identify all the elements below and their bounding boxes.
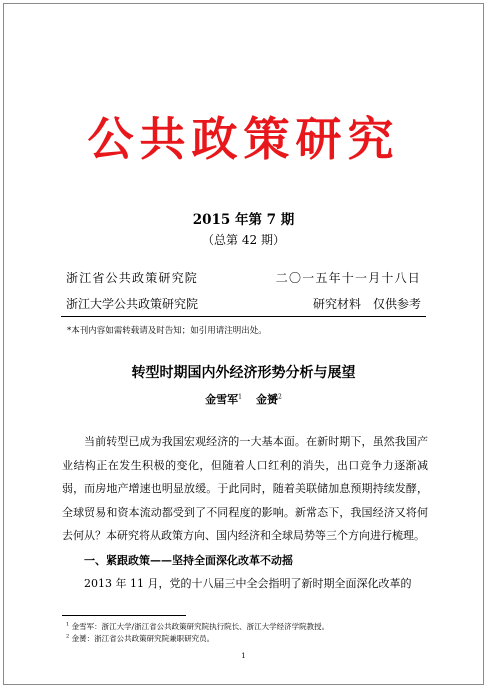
author-2: 金赟 xyxy=(256,393,278,406)
footnote-divider xyxy=(62,615,186,616)
footnote-1-text: 金雪军：浙江大学/浙江省公共政策研究院执行院长、浙江大学经济学院教授。 xyxy=(71,622,330,631)
publication-date: 二〇一五年十一月十八日 xyxy=(275,271,421,285)
body-paragraph-1: 当前转型已成为我国宏观经济的一大基本面。在新时期下，虽然我国产业结构正在发生积极的变化，但随着人口红利的消失，出口竞争力逐渐减弱，而房地产增速也明显放缓。于此同时，随着美联储加息预期持续发酵，全球贸易和资本流动都受到了不同程度的影响。新常态下，我国经济又将何去何从？本研究将从政策方向、国内经济和全球局势等三个方向进行梳理。 xyxy=(62,435,428,542)
page-number: 1 xyxy=(241,652,246,660)
issue-total: （总第 42 期） xyxy=(202,233,285,247)
section-heading-1: 一、紧跟政策——坚持全面深化改革不动摇 xyxy=(84,554,293,567)
material-label: 研究材料 xyxy=(312,297,361,311)
article-authors xyxy=(4,391,483,407)
footnote-2 xyxy=(66,633,214,644)
reprint-note: *本刊内容如需转载请及时告知；如引用请注明出处。 xyxy=(67,326,267,336)
publisher-name-2: 浙江大学公共政策研究院 xyxy=(66,297,199,311)
publisher-row-1 xyxy=(66,269,421,286)
header-divider xyxy=(61,316,426,317)
footnote-2-mark: 2 xyxy=(66,633,70,640)
material-labels xyxy=(313,295,421,312)
body-paragraph-2: 2013 年 11 月，党的十八届三中全会指明了新时期全面深化改革的 xyxy=(84,577,412,590)
publisher-name-1: 浙江省公共政策研究院 xyxy=(66,271,199,285)
author-1-footnote-mark: 1 xyxy=(238,393,242,401)
publisher-row-2 xyxy=(66,295,421,312)
author-2-footnote-mark: 2 xyxy=(278,393,282,401)
masthead-title: 公共政策研究 xyxy=(87,112,400,166)
footnote-1-mark: 1 xyxy=(66,621,70,628)
reference-label: 仅供参考 xyxy=(372,297,421,311)
document-page xyxy=(3,3,484,685)
footnote-1 xyxy=(66,621,329,632)
issue-number: 2015 年第 7 期 xyxy=(192,212,295,228)
author-1: 金雪军 xyxy=(205,393,239,406)
footnote-2-text: 金赟：浙江省公共政策研究院兼职研究员。 xyxy=(71,634,215,643)
article-title: 转型时期国内外经济形势分析与展望 xyxy=(131,365,356,381)
